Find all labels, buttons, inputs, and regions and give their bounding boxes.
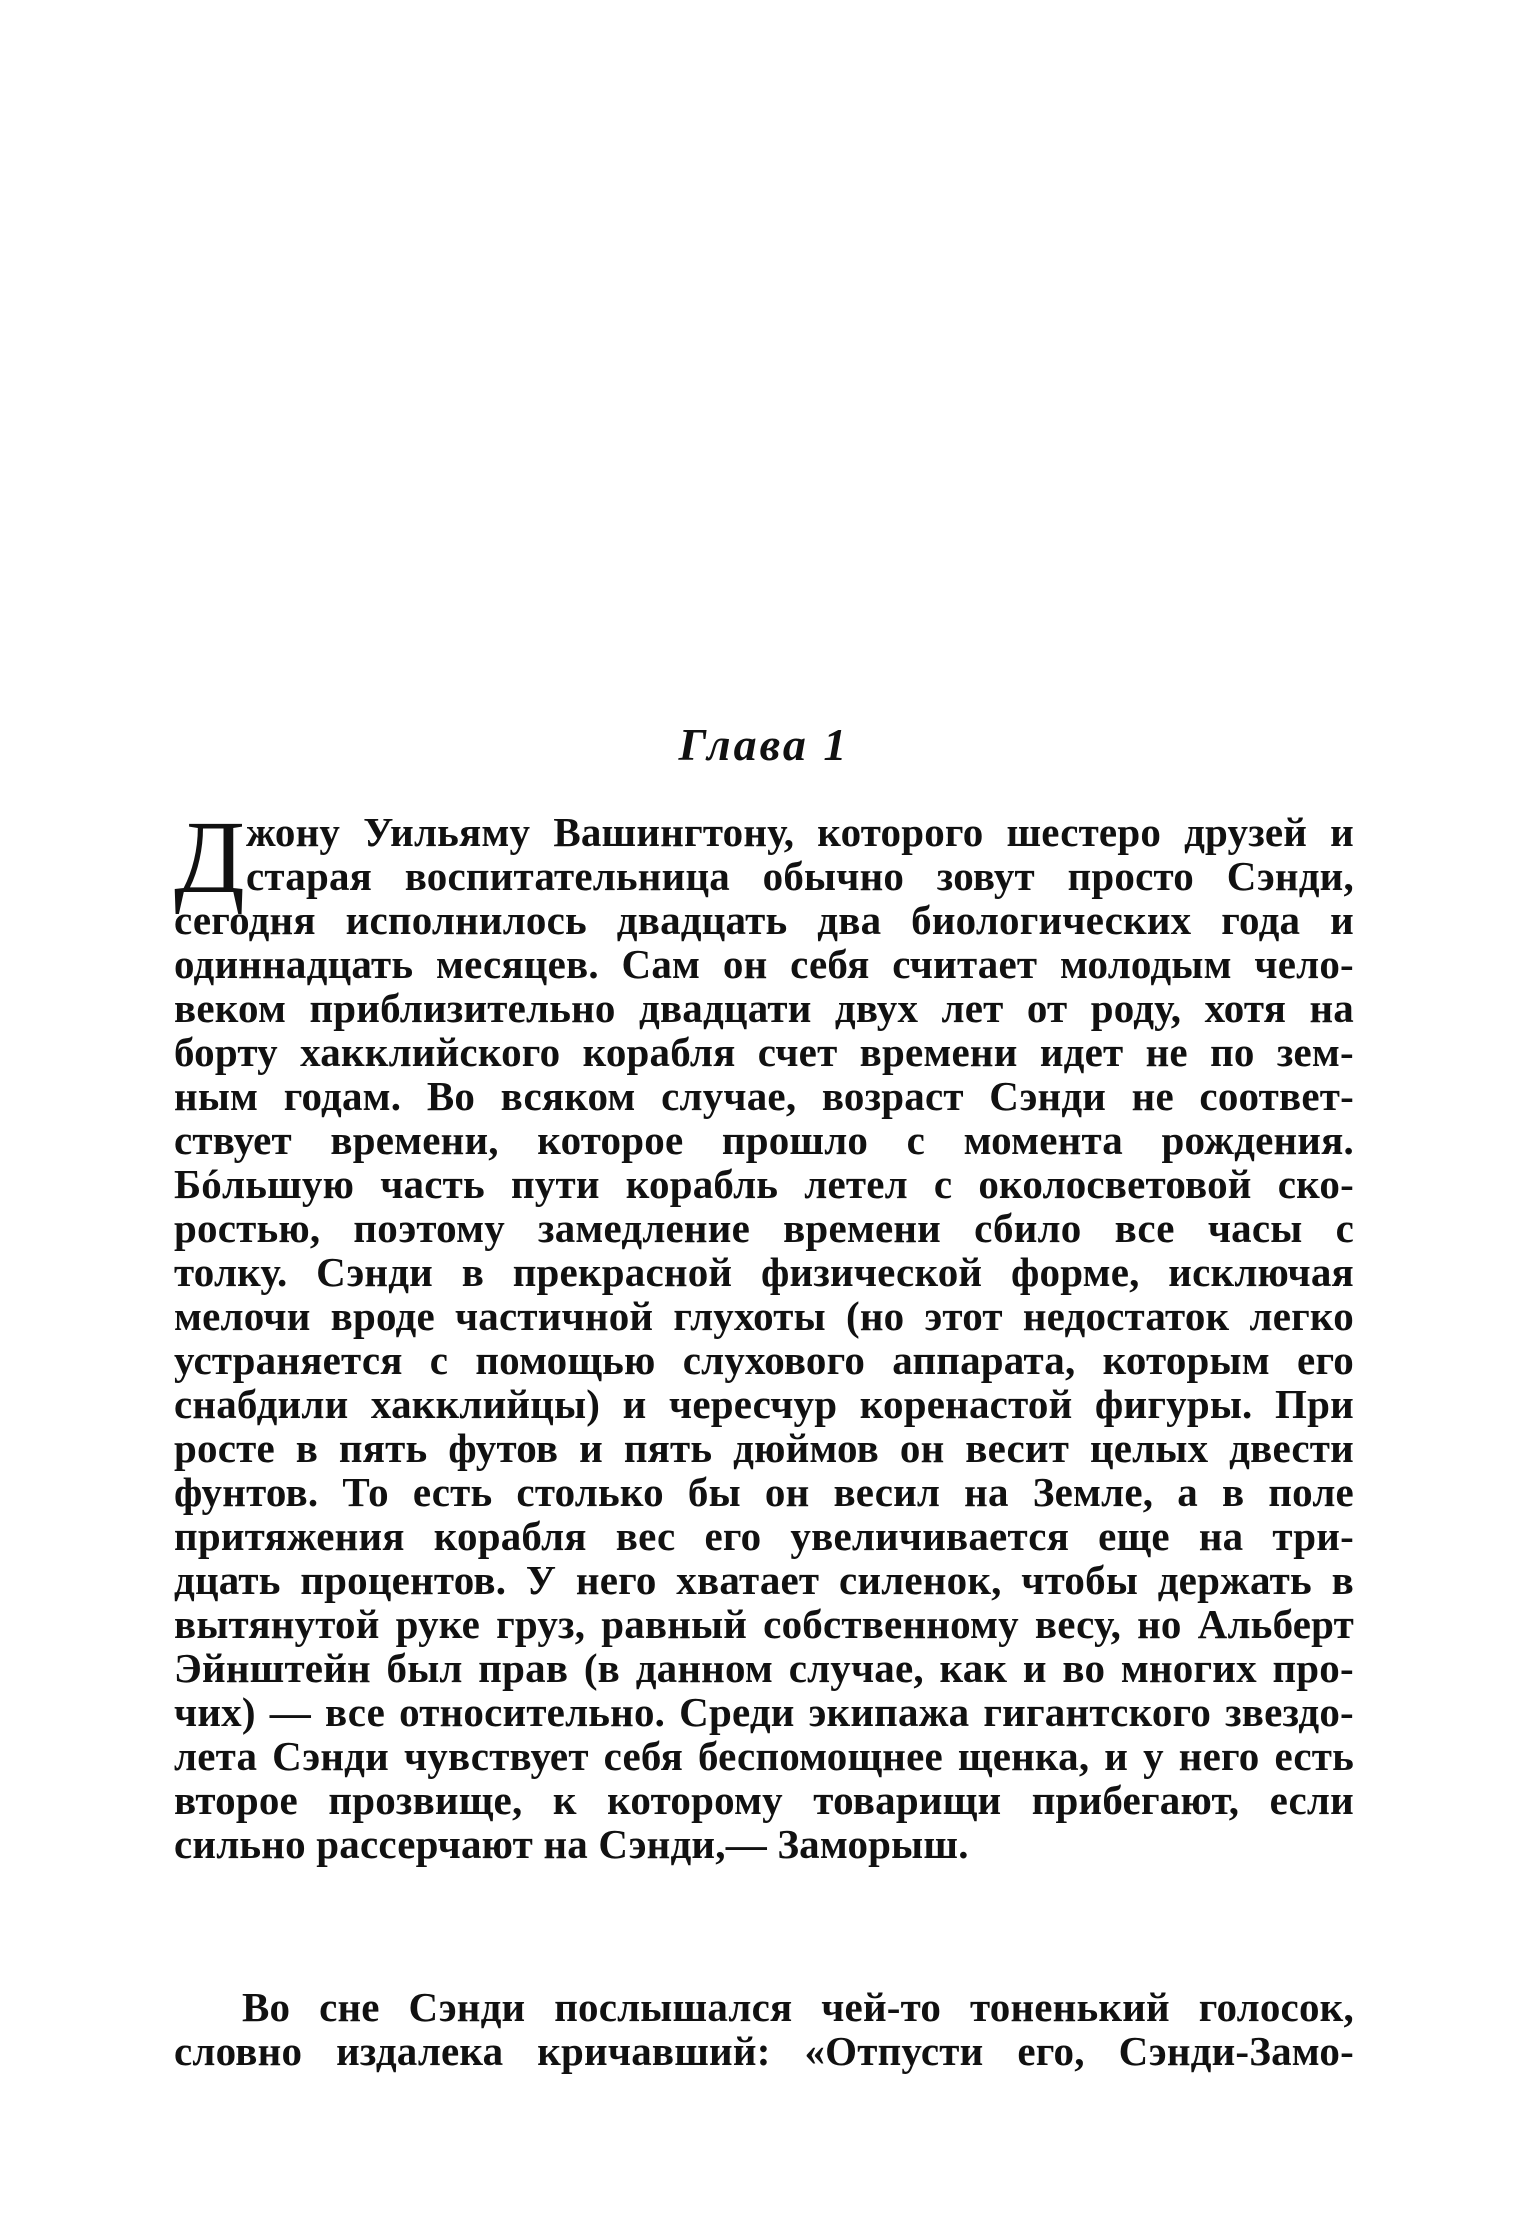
text-line: мелочи вроде частичной глухоты (но этот недостаток легко xyxy=(174,1293,1354,1339)
text-line: Бóльшую часть пути корабль летел с околосветовой ско- xyxy=(174,1161,1354,1207)
chapter-title: Глава 1 xyxy=(678,719,850,770)
text-line: веком приблизительно двадцати двух лет от роду, хотя на xyxy=(174,985,1354,1031)
text-line: дцать процентов. У него хватает силенок, чтобы держать в xyxy=(174,1557,1354,1603)
text-line: устраняется с помощью слухового аппарата, которым его xyxy=(174,1337,1354,1383)
text-line: снабдили хакклийцы) и чересчур коренастой фигуры. При xyxy=(174,1381,1354,1427)
text-line: ростью, поэтому замедление времени сбило все часы с xyxy=(174,1205,1354,1251)
text-line: лета Сэнди чувствует себя беспомощнее щенка, и у него есть xyxy=(174,1733,1354,1779)
text-line: сильно рассерчают на Сэнди,— Заморыш. xyxy=(174,1821,969,1867)
text-line: росте в пять футов и пять дюймов он весит целых двести xyxy=(174,1425,1354,1471)
text-line: Во сне Сэнди послышался чей-то тоненький голосок, xyxy=(242,1984,1354,2030)
text-line: жону Уильяму Вашингтону, которого шестеро друзей и xyxy=(246,809,1354,855)
text-line: притяжения корабля вес его увеличивается еще на три- xyxy=(174,1513,1354,1559)
paragraph-1 xyxy=(174,800,1354,1867)
drop-cap: Д xyxy=(174,800,246,915)
text-line: старая воспитательница обычно зовут просто Сэнди, xyxy=(246,853,1354,899)
text-line: словно издалека кричавший: «Отпусти его, Сэнди-Замо- xyxy=(174,2028,1354,2074)
text-line: ным годам. Во всяком случае, возраст Сэнди не соответ- xyxy=(174,1073,1354,1119)
text-line: фунтов. То есть столько бы он весил на Земле, а в поле xyxy=(174,1469,1354,1515)
text-line: сегодня исполнилось двадцать два биологических года и xyxy=(174,897,1354,943)
paragraph-2 xyxy=(174,1985,1354,2073)
text-line: одиннадцать месяцев. Сам он себя считает молодым чело- xyxy=(174,941,1354,987)
text-line: Эйнштейн был прав (в данном случае, как и во многих про- xyxy=(174,1645,1354,1691)
text-line: ствует времени, которое прошло с момента рождения. xyxy=(174,1117,1354,1163)
text-line: второе прозвище, к которому товарищи прибегают, если xyxy=(174,1777,1354,1823)
text-line: вытянутой руке груз, равный собственному весу, но Альберт xyxy=(174,1601,1354,1647)
text-line: чих) — все относительно. Среди экипажа гигантского звездо- xyxy=(174,1689,1354,1735)
text-line: толку. Сэнди в прекрасной физической форме, исключая xyxy=(174,1249,1354,1295)
text-line: борту хакклийского корабля счет времени идет не по зем- xyxy=(174,1029,1354,1075)
